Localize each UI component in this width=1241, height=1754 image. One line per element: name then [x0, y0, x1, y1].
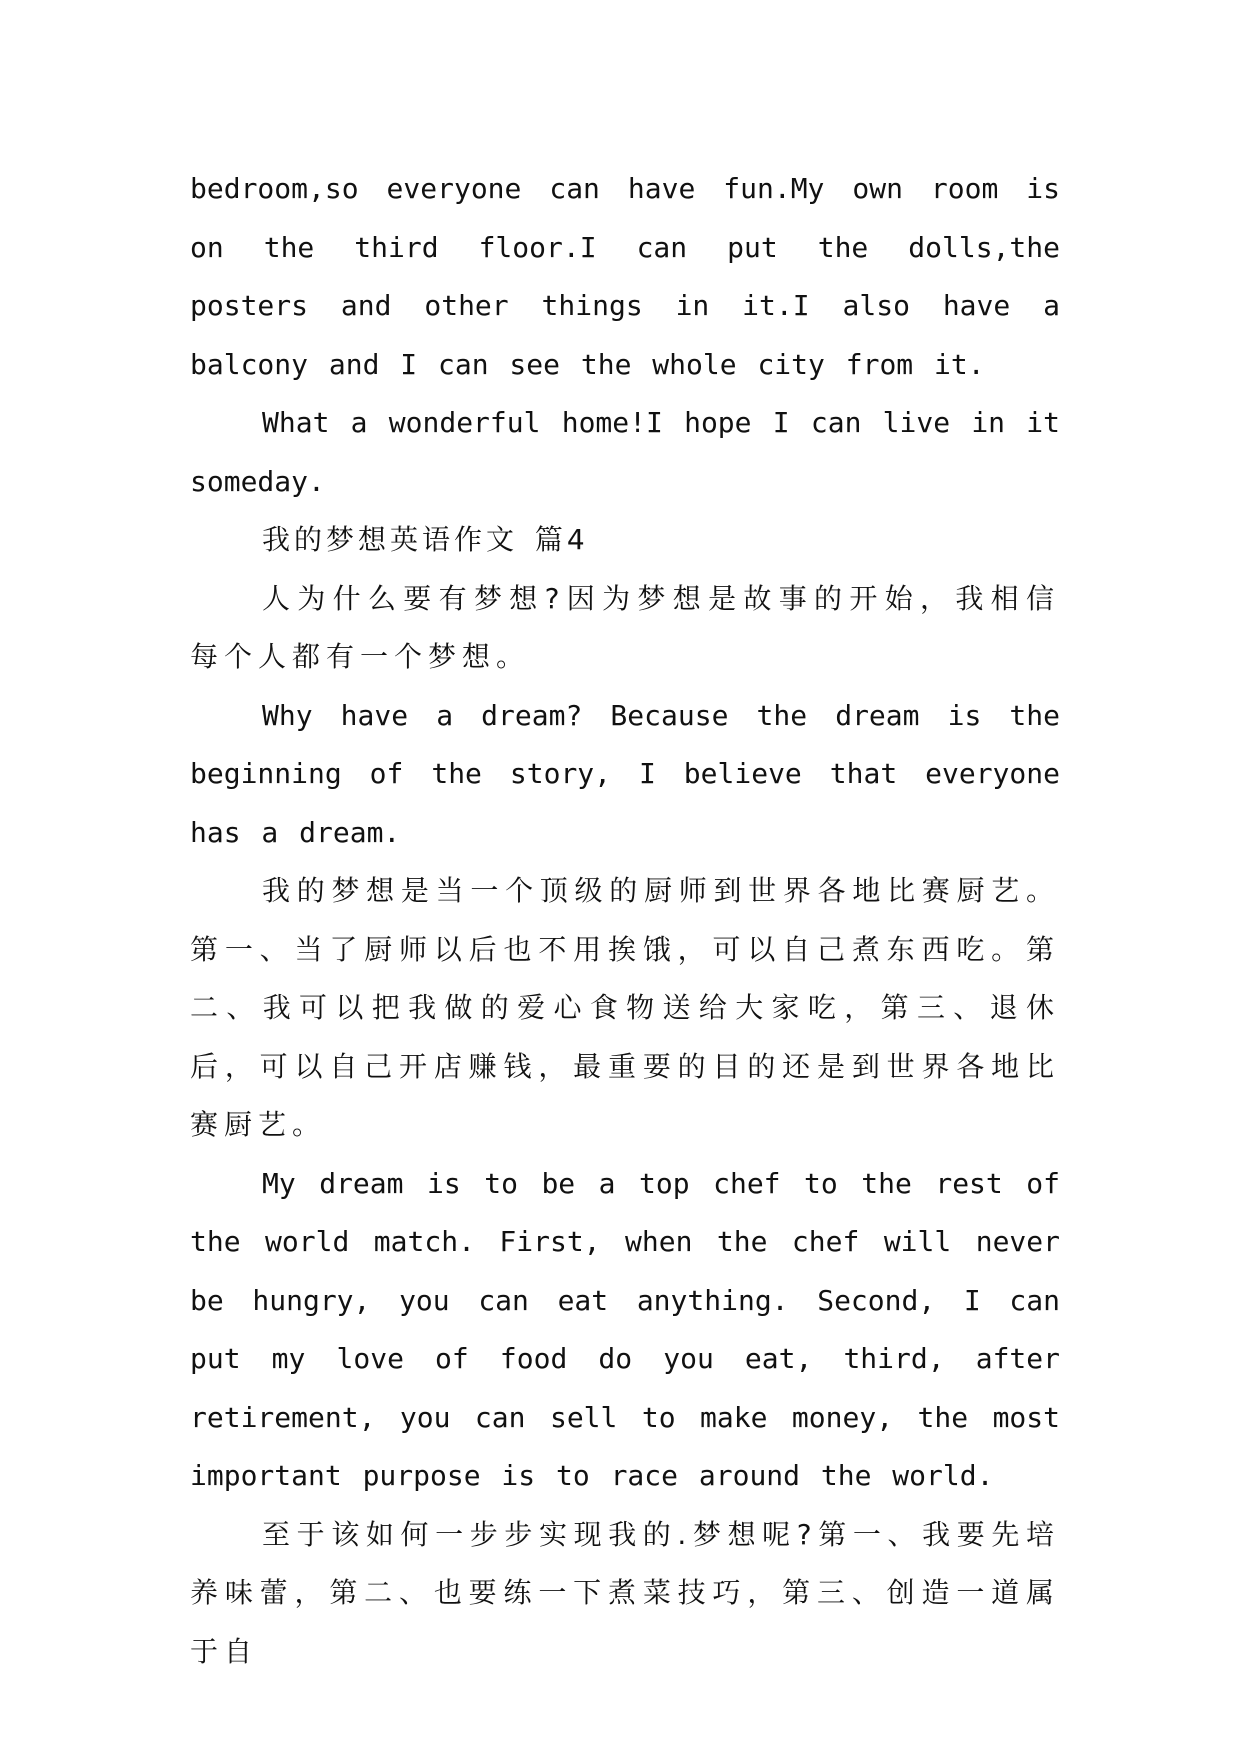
paragraph-why-dream-en: Why have a dream? Because the dream is the beginning of the story, I believe that everyone has a dream.: [190, 698, 1060, 849]
paragraph-why-dream-zh: 人为什么要有梦想?因为梦想是故事的开始，我相信每个人都有一个梦想。: [190, 581, 1060, 673]
paragraph-chef-dream-en: My dream is to be a top chef to the rest of the world match. First, when the chef will never be hungry, you can eat anything. Second, I can put my love of food do you eat, third, after retirement, you can sell to make money, the most important purpose is to race around the world.: [190, 1166, 1060, 1492]
paragraph-steps-zh: 至于该如何一步步实现我的.梦想呢?第一、我要先培养味蕾，第二、也要练一下煮菜技巧，第三、创造一道属于自: [190, 1517, 1060, 1668]
paragraph-wonderful-home: What a wonderful home!I hope I can live in it someday.: [190, 406, 1060, 498]
paragraph-chef-dream-zh: 我的梦想是当一个顶级的厨师到世界各地比赛厨艺。第一、当了厨师以后也不用挨饿，可以自己煮东西吃。第二、我可以把我做的爱心食物送给大家吃，第三、退休后，可以自己开店赚钱，最重要的目的还是到世界各地比赛厨艺。: [190, 874, 1060, 1141]
section-heading: 我的梦想英语作文 篇4: [262, 523, 589, 556]
paragraph-home-description: bedroom,so everyone can have fun.My own room is on the third floor.I can put the dolls,the posters and other things in it.I also have a balcony and I can see the whole city from it.: [190, 172, 1060, 381]
document-body: [190, 160, 1060, 1681]
